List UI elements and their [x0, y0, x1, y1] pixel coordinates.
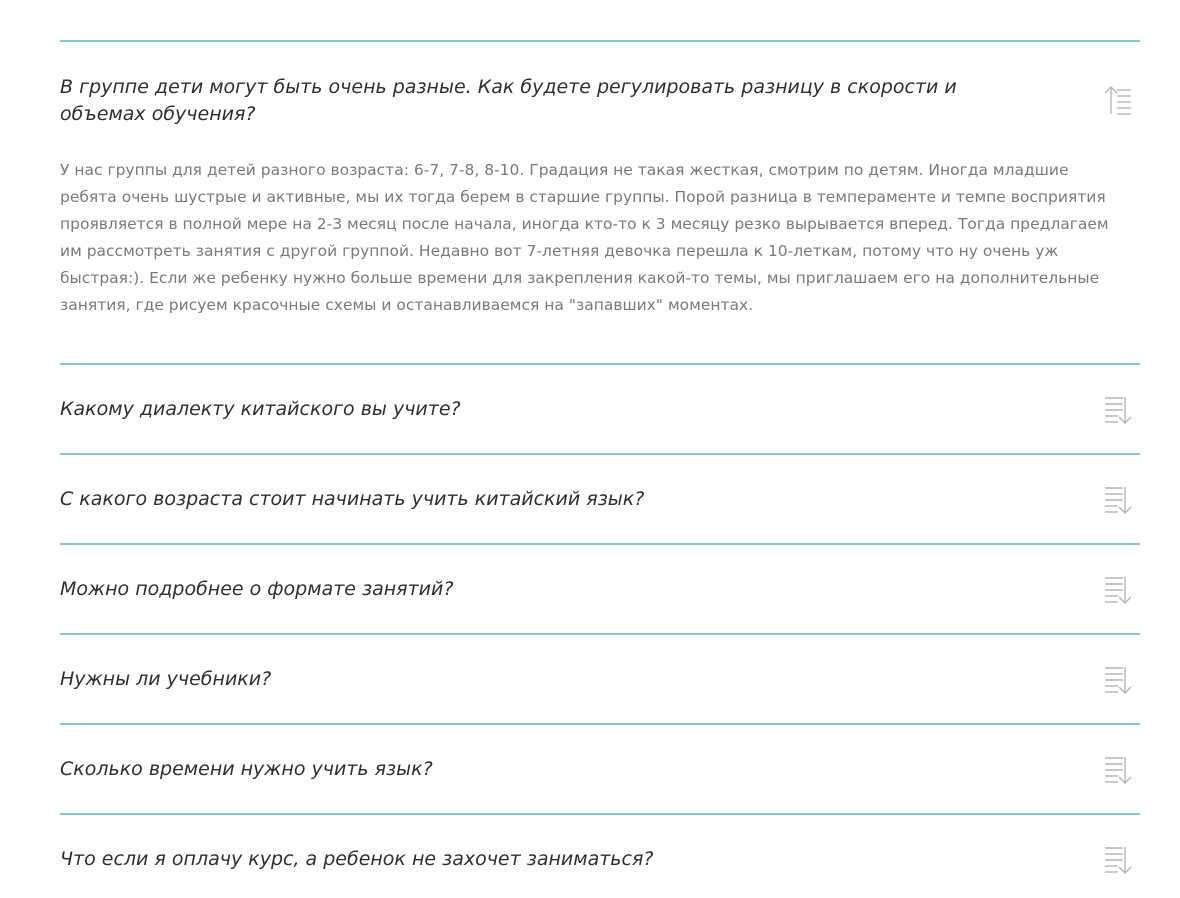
expand-list-icon[interactable]: [1104, 484, 1132, 516]
faq-answer: У нас группы для детей разного возраста: 6-7, 7-8, 8-10. Градация не такая жесткая, смотрим по детям. Иногда младшие ребята очень шустрые и активные, мы их тогда берем в старшие группы. Порой разница в темпераменте и темпе восприятия проявляется в полной мере на 2-3 месяц после начала, иногда кто-то к 3 месяцу резко вырывается вперед. Тогда предлагаем им рассмотреть занятия с другой группой. Недавно вот 7-летняя девочка перешла к 10-леткам, потому что ну очень уж быстрая:). Если же ребенку нужно больше времени для закрепления какой-то темы, мы приглашаем его на дополнительные занятия, где рисуем красочные схемы и останавливаемся на "запавших" моментах.: [60, 161, 1109, 314]
faq-question[interactable]: Можно подробнее о формате занятий?: [60, 578, 454, 600]
expand-list-icon[interactable]: [1104, 844, 1132, 876]
faq-question[interactable]: С какого возраста стоит начинать учить китайский язык?: [60, 488, 645, 510]
faq-question[interactable]: Что если я оплачу курс, а ребенок не захочет заниматься?: [60, 848, 654, 870]
faq-item[interactable]: [60, 813, 1140, 898]
faq-item-expanded: [60, 40, 1140, 365]
expand-list-icon[interactable]: [1104, 754, 1132, 786]
faq-question[interactable]: Сколько времени нужно учить язык?: [60, 758, 433, 780]
faq-item[interactable]: [60, 633, 1140, 725]
expand-list-icon[interactable]: [1104, 664, 1132, 696]
faq-item[interactable]: [60, 363, 1140, 455]
faq-question[interactable]: Нужны ли учебники?: [60, 668, 272, 690]
expand-list-icon[interactable]: [1104, 394, 1132, 426]
faq-item[interactable]: [60, 543, 1140, 635]
faq-question[interactable]: В группе дети могут быть очень разные. Как будете регулировать разницу в скорости и объемах обучения?: [60, 76, 957, 125]
expand-list-icon[interactable]: [1104, 574, 1132, 606]
faq-item[interactable]: [60, 453, 1140, 545]
collapse-list-icon[interactable]: [1104, 84, 1132, 116]
faq-question[interactable]: Какому диалекту китайского вы учите?: [60, 398, 461, 420]
faq-item[interactable]: [60, 723, 1140, 815]
